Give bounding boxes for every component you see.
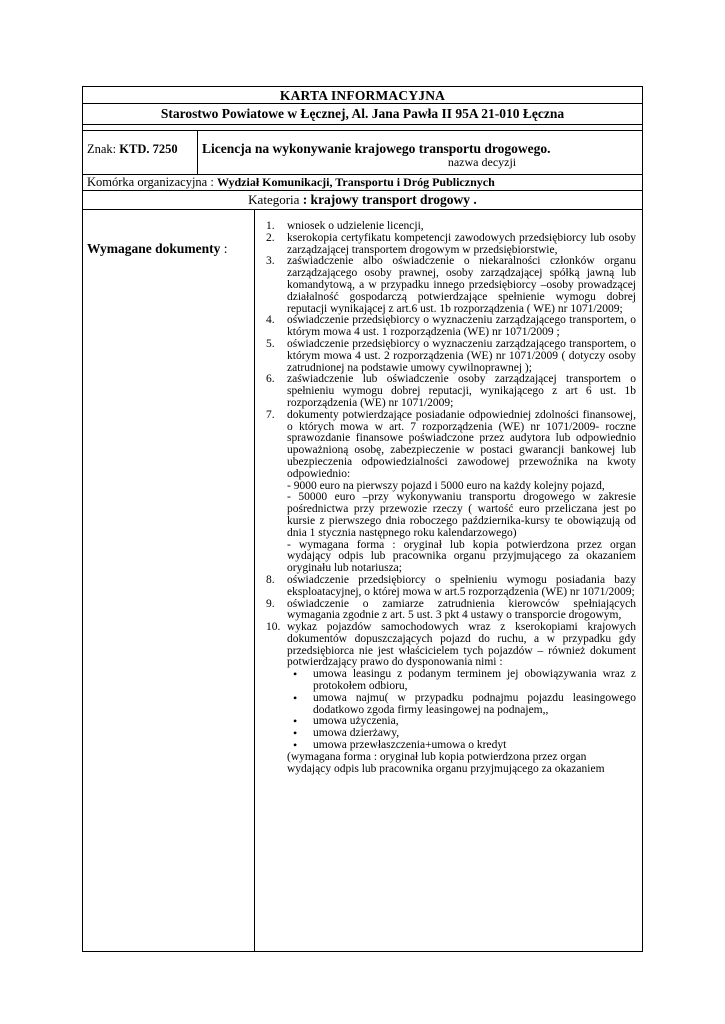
office-address: Starostwo Powiatowe w Łęcznej, Al. Jana Pawła II 95A 21-010 Łęczna [83,104,642,125]
decision-name: Licencja na wykonywanie krajowego transportu drogowego. [202,141,551,156]
requirement-text: zaświadczenie lub oświadczenie osoby zarządzającej transportem o spełnieniu wymogu dobrej reputacji, wynikającego z art 6 ust. 1b rozporządzenia (WE) nr 1071/2009; [287,373,636,409]
requirement-number: 7. [266,408,275,421]
requirement-text: zaświadczenie albo oświadczenie o niekaralności członków organu zarządzającego osoby prawnej, osoby zarządzającej spółką jawną lub komandytową, a w przypadku innego przedsiębiorcy –osoby prowadzącej działalność gospodarczą potwierdzające spełnienie wymogu dobrej reputacji wynikającej z art.6 ust. 1b rozporządzenia ( WE) nr 1071/2009; [287,255,636,315]
disposal-document-item [293,690,636,717]
disposal-document-text: umowa przewłaszczenia+umowa o kredyt [313,739,507,752]
disposal-documents-list [255,669,636,752]
organizational-unit [83,175,642,191]
requirements-list [255,221,636,669]
requirement-number: 3. [266,255,275,268]
required-documents-list [255,210,642,951]
requirement-detail: - 9000 euro na pierwszy pojazd i 5000 euro na każdy kolejny pojazd, [287,479,605,492]
requirement-number: 5. [266,337,275,350]
requirement-number: 8. [266,573,275,586]
requirement-item [255,315,636,339]
decision-cell [198,131,642,174]
requirement-number: 1. [266,220,275,232]
requirement-item [255,622,636,669]
requirement-number: 4. [266,314,275,327]
category-row [83,191,642,210]
card-title: KARTA INFORMACYJNA [83,87,642,104]
bullet-icon: • [293,667,298,682]
requirement-number: 9. [266,597,275,610]
bullet-icon: • [293,726,298,741]
requirement-number: 6. [266,373,275,386]
requirement-item [255,233,636,257]
requirement-text: oświadczenie przedsiębiorcy o spełnieniu wymogu posiadania bazy eksploatacyjnej, o której mowa w art.5 rozporządzenia (WE) nr 1071/2009; [287,573,636,598]
disposal-document-item [293,669,636,693]
requirement-detail: - wymagana forma : oryginał lub kopia potwierdzona przez organ wydający odpis lub pracownika organu przyjmującego za okazaniem oryginału lub notariusza; [287,538,636,575]
requirement-item [255,256,636,315]
requirement-text: oświadczenie przedsiębiorcy o wyznaczeniu zarządzającego transportem, o którym mowa 4 ust. 2 rozporządzenia (WE) nr 1071/2009 ( dotyczy osoby zatrudnionej na podstawie umowy cywilnoprawnej ); [287,337,636,374]
requirement-text: wykaz pojazdów samochodowych wraz z kserokopiami krajowych dokumentów dopuszczających pojazd do ruchu, a w przypadku gdy przedsiębiorca nie jest właścicielem tych pojazdów – również dokument potwierdzający prawo do dysponowania nimi : [287,621,636,669]
sign-row [83,131,642,175]
information-card [82,86,643,952]
requirement-text: wniosek o udzielenie licencji, [287,220,424,232]
required-documents-row [83,210,642,951]
disposal-document-text: umowa najmu( w przypadku podnajmu pojazdu leasingowego dodatkowo zgoda firmy leasingowej na podnajem,, [313,691,636,716]
form-note-line: (wymagana forma : oryginał lub kopia potwierdzona przez organ [287,750,587,763]
disposal-document-item [293,740,636,752]
requirement-text: kserokopia certyfikatu kompetencji zawodowych przedsiębiorcy lub osoby zarządzającej transportem drogowym w przedsiębiorstwie, [287,231,636,256]
case-sign [83,131,198,174]
requirement-detail: - 50000 euro –przy wykonywaniu transportu drogowego w zakresie pośrednictwa przy przewozie rzeczy ( wartość euro przeliczana jest po kursie z pierwszego dnia roboczego października-kursy te obowiązują od dnia 1 stycznia następnego roku kalendarzowego) [287,491,636,539]
bullet-icon: • [293,690,298,705]
requirement-item [255,339,636,374]
decision-caption: nazwa decyzji [447,155,517,169]
requirement-number: 2. [266,231,275,244]
requirement-item [255,599,636,623]
disposal-document-text: umowa użyczenia, [313,715,399,728]
requirement-item [255,410,636,575]
form-note-line: wydający odpis lub pracownika organu przyjmującego za okazaniem [287,762,605,775]
requirement-item [255,575,636,599]
requirement-number: 10. [266,621,281,634]
requirement-text: dokumenty potwierdzające posiadanie odpowiedniej zdolności finansowej, o których mowa w art. 7 rozporządzenia (WE) nr 1071/2009- roczne sprawozdanie finansowe poświadczone przez audytora lub odpowiednio upoważnioną osobę, zabezpieczenie w postaci gwarancji bankowej lub ubezpieczenia odpowiedzialności zawodowej przewoźnika na kwoty odpowiednio: [287,408,636,480]
case-sign-code: KTD. 7250 [119,142,178,156]
required-documents-colon: : [220,241,228,256]
requirement-item [255,374,636,409]
bullet-icon: • [293,714,298,729]
disposal-document-text: umowa dzierżawy, [313,727,400,740]
required-documents-label [83,210,255,951]
category-value: : krajowy transport drogowy . [302,192,477,207]
form-note [255,752,636,776]
category-label: Kategoria [248,192,303,207]
requirement-text: oświadczenie o zamiarze zatrudnienia kierowców spełniających wymagania zgodnie z art. 5 ust. 3 pkt 4 ustawy o transporcie drogowym, [287,597,636,622]
requirement-text: oświadczenie przedsiębiorcy o wyznaczeniu zarządzającego transportem, o którym mowa 4 ust. 1 rozporządzenia (WE) nr 1071/2009 ; [287,314,636,339]
case-sign-prefix: Znak: [87,142,120,156]
disposal-document-text: umowa leasingu z podanym terminem jej obowiązywania wraz z protokołem odbioru, [313,668,636,693]
required-documents-heading: Wymagane dokumenty [87,241,221,256]
bullet-icon: • [293,738,298,753]
unit-label: Komórka organizacyjna : [87,175,217,189]
unit-value: Wydział Komunikacji, Transportu i Dróg Publicznych [216,175,495,189]
